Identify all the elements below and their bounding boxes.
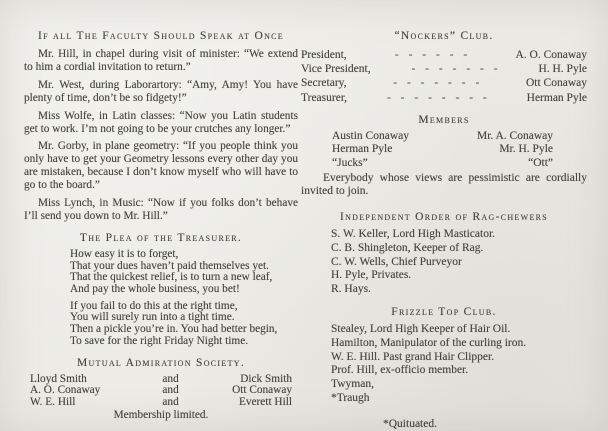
- leader-dashes: - - - - - - -: [393, 77, 480, 90]
- left-column: [24, 30, 298, 421]
- list-item: *Traugh: [331, 392, 370, 404]
- nockers-invitation-note: Everybody whose views are pessimistic are cordially invited to join.: [301, 172, 587, 198]
- nockers-officers-list: [301, 48, 587, 105]
- ragchewers-section-title: Independent Order of Rag-chewers: [339, 211, 549, 224]
- treasurer-poem: [70, 249, 298, 348]
- officer-row: [301, 76, 587, 90]
- officer-title: Secretary,: [301, 77, 347, 90]
- poem-line: If you fail to do this at the right time,: [70, 299, 238, 312]
- faculty-quote-west: Mr. West, during Laborartory: “Amy, Amy! You have plenty of time, don’t be so fidgety!”: [24, 78, 298, 104]
- leader-dashes: - - - - - - - -: [386, 91, 487, 104]
- officer-row: [301, 91, 587, 105]
- officer-name: H. H. Pyle: [538, 63, 587, 76]
- poem-stanza-1: [70, 249, 298, 296]
- officer-row: [301, 62, 587, 76]
- member-name: Ott Conaway: [232, 384, 292, 397]
- conjunction: and: [162, 384, 179, 397]
- ragchewers-list: [331, 228, 587, 297]
- conjunction: and: [162, 396, 179, 409]
- member-name: Mr. A. Conaway: [476, 129, 553, 142]
- member-name: Everett Hill: [238, 396, 292, 409]
- membership-note: Membership limited.: [113, 408, 209, 421]
- leader-dashes: - - - - - -: [394, 49, 468, 61]
- member-row: [332, 157, 553, 170]
- list-item: S. W. Keller, Lord High Masticator.: [331, 228, 496, 241]
- leader-dashes: - - - - - - -: [411, 63, 498, 76]
- officer-title: Vice President,: [301, 63, 371, 76]
- officer-row: [301, 48, 587, 62]
- poem-line: That your dues haven’t paid themselves yet.: [70, 259, 270, 272]
- member-name: Austin Conaway: [332, 129, 409, 142]
- member-row: [332, 143, 553, 156]
- society-row: [24, 397, 298, 409]
- list-item: Prof. Hill, ex-officio member.: [331, 364, 469, 377]
- poem-line: You will surely run into a tight time.: [70, 311, 235, 324]
- list-item: Twyman,: [331, 378, 374, 391]
- member-name: Lloyd Smith: [30, 372, 87, 385]
- faculty-section-title: If all The Faculty Should Speak at Once: [38, 30, 284, 42]
- nockers-section-title: “Nockers” Club.: [394, 30, 494, 42]
- officer-title: President,: [301, 49, 347, 61]
- plea-section-title: The Plea of the Treasurer.: [79, 231, 243, 244]
- officer-name: Herman Pyle: [526, 91, 587, 104]
- officer-name: A. O. Conaway: [515, 49, 587, 61]
- faculty-quote-wolfe: Miss Wolfe, in Latin classes: “Now you Latin students get to work. I’m not going to be your crutches any longer.”: [24, 109, 298, 135]
- frizzle-list: [331, 323, 587, 406]
- list-item: W. E. Hill. Past grand Hair Clipper.: [331, 350, 495, 363]
- poem-line: How easy it is to forget,: [70, 247, 179, 260]
- member-nickname: “Jucks”: [332, 156, 368, 169]
- poem-line: And pay the whole business, you bet!: [70, 282, 240, 295]
- member-name: Dick Smith: [240, 372, 292, 385]
- members-section-title: Members: [418, 113, 470, 126]
- member-name: Mr. H. Pyle: [499, 143, 553, 156]
- right-column: [301, 30, 587, 430]
- list-item: R. Hays.: [331, 283, 371, 296]
- list-item: Hamilton, Manipulator of the curling iron.: [331, 336, 527, 349]
- list-item: C. W. Wells, Chief Purveyor: [331, 255, 462, 268]
- poem-stanza-2: [70, 301, 298, 348]
- poem-line: That the quickest relief, is to turn a new leaf,: [70, 271, 273, 284]
- member-name: Herman Pyle: [332, 143, 393, 156]
- member-row: [332, 130, 553, 143]
- mutual-section-title: Mutual Admiration Society.: [76, 356, 246, 369]
- faculty-quote-lynch: Miss Lynch, in Music: “Now if you folks don’t behave I’ll send you down to Mr. Hill.”: [24, 197, 298, 222]
- faculty-quote-hill: Mr. Hill, in chapel during visit of minister: “We extend to him a cordial invitation to return.”: [24, 48, 298, 73]
- poem-line: Then a pickle you’re in. You had better begin,: [70, 323, 278, 336]
- list-item: C. B. Shingleton, Keeper of Rag.: [331, 241, 484, 254]
- list-item: Stealey, Lord High Keeper of Hair Oil.: [331, 323, 511, 336]
- nockers-members-table: [301, 130, 587, 170]
- mutual-admiration-table: [24, 374, 298, 409]
- member-nickname: “Ott”: [528, 156, 553, 169]
- officer-title: Treasurer,: [301, 91, 348, 104]
- officer-name: Ott Conaway: [525, 77, 587, 90]
- conjunction: and: [162, 372, 179, 385]
- member-name: A. O. Conaway: [30, 384, 101, 397]
- poem-line: To save for the right Friday Night time.: [70, 334, 249, 347]
- list-item: H. Pyle, Privates.: [331, 269, 412, 282]
- member-name: W. E. Hill: [30, 396, 76, 409]
- faculty-quote-gorby: Mr. Gorby, in plane geometry: “If you people think you only have to get your Geometry lessons every other day you are mistaken, because I don’t know myself who will have to go to the board.”: [24, 140, 298, 192]
- quituated-footnote: *Quituated.: [383, 417, 437, 430]
- frizzle-section-title: Frizzle Top Club.: [391, 306, 497, 319]
